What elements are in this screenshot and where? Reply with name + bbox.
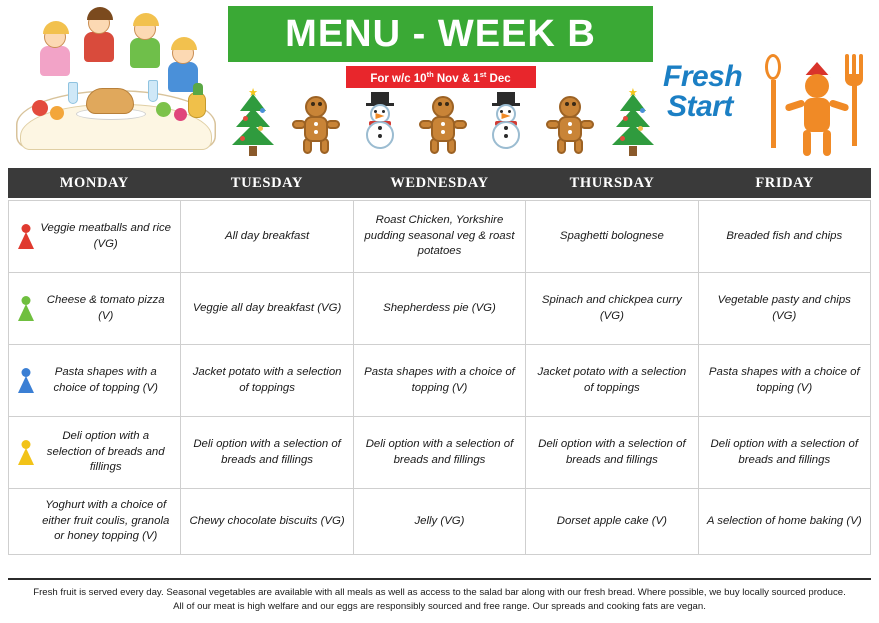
menu-item-text: Cheese & tomato pizza (V)	[46, 294, 165, 322]
green-person-icon	[17, 296, 35, 322]
menu-cell	[9, 201, 181, 273]
menu-cell: Pasta shapes with a choice of topping (V)	[353, 345, 525, 417]
carrot-nose-icon	[502, 113, 511, 119]
day-header-thursday: THURSDAY	[569, 174, 655, 191]
roast-turkey-icon	[86, 88, 134, 114]
footer-line-1: Fresh fruit is served every day. Seasonal vegetables are available with all meals as well as access to the salad bar along with our fresh bread. Where possible, we buy locally sourced produce.	[33, 587, 846, 598]
child-head	[88, 12, 110, 34]
gingerbread-man-icon	[418, 92, 468, 158]
weekday-header-bar	[8, 168, 871, 198]
yellow-person-icon	[17, 440, 35, 466]
menu-cell: Roast Chicken, Yorkshire pudding seasonal veg & roast potatoes	[353, 201, 525, 273]
table-row	[9, 273, 871, 345]
subtitle-banner	[346, 66, 536, 88]
menu-cell	[9, 345, 181, 417]
carrot-nose-icon	[375, 113, 384, 119]
poster-header	[0, 0, 879, 165]
gingerbread-man-icon	[291, 92, 341, 158]
menu-item-text: Veggie meatballs and rice (VG)	[40, 222, 172, 250]
fork-icon	[845, 54, 863, 146]
children-at-festive-table-illustration	[16, 4, 216, 156]
child-hair	[133, 13, 159, 26]
page-title: MENU - WEEK B	[285, 12, 596, 55]
menu-cell	[9, 273, 181, 345]
table-row	[9, 345, 871, 417]
title-block	[228, 6, 653, 88]
menu-cell: Veggie all day breakfast (VG)	[181, 273, 353, 345]
menu-cell	[9, 489, 181, 555]
menu-item-text: Deli option with a selection of breads and fillings	[46, 430, 165, 474]
spoon-icon	[765, 54, 781, 146]
pineapple-icon	[188, 92, 206, 118]
menu-cell: Dorset apple cake (V)	[526, 489, 698, 555]
child-head	[134, 18, 156, 40]
child-figure	[44, 26, 70, 76]
menu-cell: All day breakfast	[181, 201, 353, 273]
cutlery-mascot	[761, 52, 869, 164]
drink-glass-icon	[68, 82, 78, 104]
day-header-monday: MONDAY	[59, 174, 129, 191]
subtitle-sup-1: th	[426, 69, 434, 79]
logo-text	[663, 62, 742, 122]
menu-cell: Jacket potato with a selection of toppings	[181, 345, 353, 417]
menu-cell: Deli option with a selection of breads and fillings	[353, 417, 525, 489]
menu-cell: A selection of home baking (V)	[698, 489, 870, 555]
table-row	[9, 201, 871, 273]
red-person-icon	[17, 224, 35, 250]
drink-glass-icon	[148, 80, 158, 102]
menu-item-text: Yoghurt with a choice of either fruit coulis, granola or honey topping (V)	[42, 499, 170, 543]
footer-note	[8, 578, 871, 614]
subtitle-pre: For w/c 10	[370, 72, 427, 85]
menu-cell: Deli option with a selection of breads and fillings	[526, 417, 698, 489]
menu-cell: Jacket potato with a selection of toppings	[526, 345, 698, 417]
menu-cell: Breaded fish and chips	[698, 201, 870, 273]
child-body	[40, 46, 70, 76]
day-header-friday: FRIDAY	[755, 174, 814, 191]
week-commencing-text	[370, 70, 510, 85]
star-icon: ★	[248, 87, 258, 99]
menu-cell: Spaghetti bolognese	[526, 201, 698, 273]
child-body	[130, 38, 160, 68]
child-figure	[88, 12, 114, 62]
title-banner	[228, 6, 653, 62]
child-head	[172, 42, 194, 64]
menu-cell: Jelly (VG)	[353, 489, 525, 555]
fresh-start-logo	[663, 58, 873, 162]
menu-grid	[8, 200, 871, 555]
orange-icon	[50, 106, 64, 120]
subtitle-sup-2: st	[479, 69, 487, 79]
footer-divider	[8, 578, 871, 580]
menu-cell: Chewy chocolate biscuits (VG)	[181, 489, 353, 555]
festive-decoration-row	[228, 88, 658, 158]
logo-line-2: Start	[667, 90, 733, 123]
berry-icon	[174, 108, 187, 121]
menu-item-text: Pasta shapes with a choice of topping (V)	[53, 366, 158, 394]
menu-cell: Pasta shapes with a choice of topping (V)	[698, 345, 870, 417]
apple-icon	[32, 100, 48, 116]
table-row	[9, 489, 871, 555]
menu-cell: Vegetable pasty and chips (VG)	[698, 273, 870, 345]
child-hair	[43, 21, 69, 34]
blue-person-icon	[17, 368, 35, 394]
christmas-tree-icon	[228, 87, 278, 158]
gingerbread-man-icon	[545, 92, 595, 158]
child-hair	[87, 7, 113, 20]
child-body	[84, 32, 114, 62]
logo-line-1: Fresh	[663, 60, 743, 93]
menu-cell: Deli option with a selection of breads and fillings	[181, 417, 353, 489]
star-icon: ★	[628, 87, 638, 99]
menu-cell: Spinach and chickpea curry (VG)	[526, 273, 698, 345]
child-hair	[171, 37, 197, 50]
snowman-icon	[355, 92, 405, 158]
subtitle-mid: Nov & 1	[433, 72, 480, 85]
pear-icon	[156, 102, 171, 117]
child-head	[44, 26, 66, 48]
menu-cell	[9, 417, 181, 489]
day-header-tuesday: TUESDAY	[230, 174, 303, 191]
footer-line-2: All of our meat is high welfare and our eggs are responsibly sourced and free range. Our spreads and cooking fats are vegan.	[173, 600, 706, 612]
day-header-wednesday: WEDNESDAY	[390, 174, 489, 191]
mascot-figure-icon	[789, 60, 845, 156]
table-row	[9, 417, 871, 489]
christmas-tree-icon	[608, 87, 658, 158]
child-figure	[134, 18, 160, 68]
menu-cell: Shepherdess pie (VG)	[353, 273, 525, 345]
menu-cell: Deli option with a selection of breads and fillings	[698, 417, 870, 489]
subtitle-post: Dec	[486, 72, 511, 85]
snowman-icon	[481, 92, 531, 158]
